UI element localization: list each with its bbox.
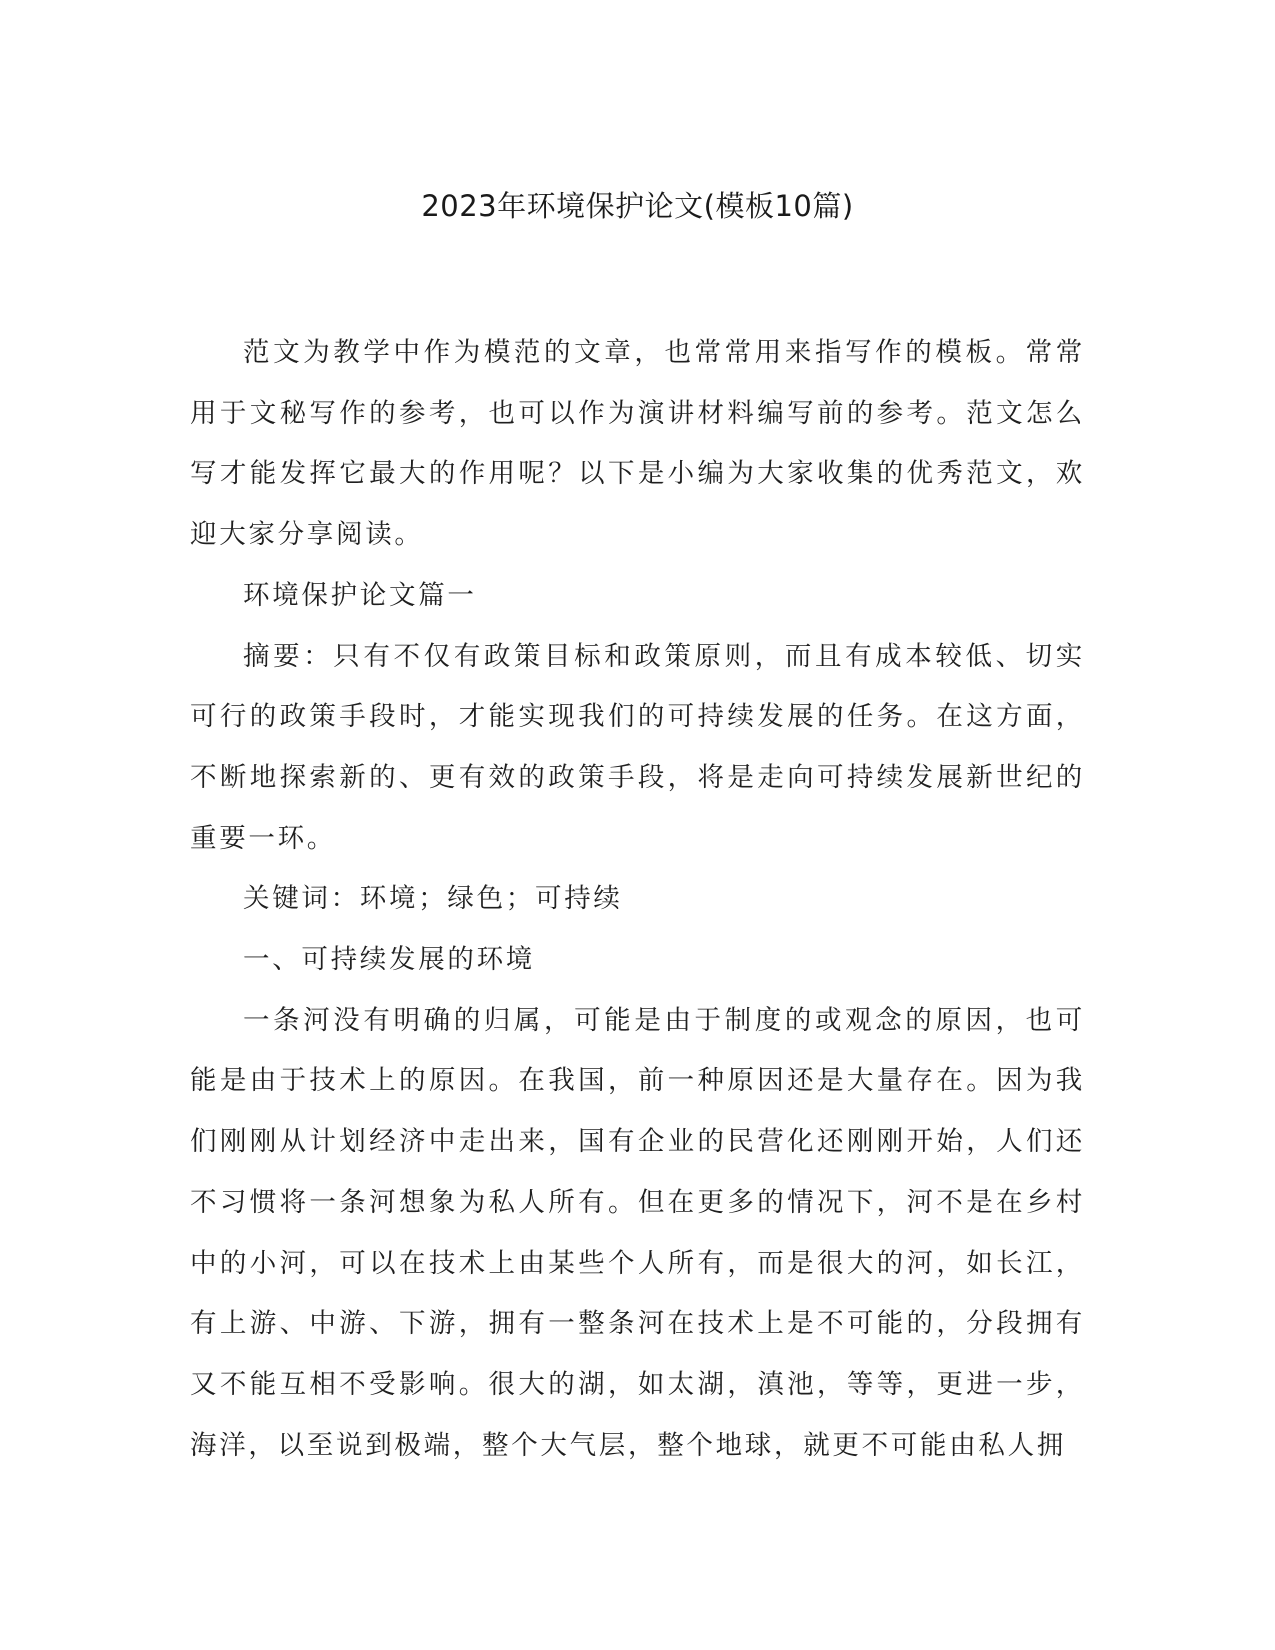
keywords-line: 关键词：环境；绿色；可持续: [243, 883, 623, 915]
document-body: [190, 323, 1085, 1476]
subsection-heading: 一、可持续发展的环境: [243, 944, 535, 976]
abstract-paragraph: 摘要：只有不仅有政策目标和政策原则，而且有成本较低、切实可行的政策手段时，才能实现我们的可持续发展的任务。在这方面，不断地探索新的、更有效的政策手段，将是走向可持续发展新世纪的重要一环。: [190, 640, 1085, 854]
document-title: 2023年环境保护论文(模板10篇): [421, 189, 854, 223]
intro-paragraph: 范文为教学中作为模范的文章，也常常用来指写作的模板。常常用于文秘写作的参考，也可以作为演讲材料编写前的参考。范文怎么写才能发挥它最大的作用呢？以下是小编为大家收集的优秀范文，欢迎大家分享阅读。: [190, 337, 1085, 551]
body-paragraph: 一条河没有明确的归属，可能是由于制度的或观念的原因，也可能是由于技术上的原因。在我国，前一种原因还是大量存在。因为我们刚刚从计划经济中走出来，国有企业的民营化还刚刚开始，人们还不习惯将一条河想象为私人所有。但在更多的情况下，河不是在乡村中的小河，可以在技术上由某些个人所有，而是很大的河，如长江，有上游、中游、下游，拥有一整条河在技术上是不可能的，分段拥有又不能互相不受影响。很大的湖，如太湖，滇池，等等，更进一步，海洋，以至说到极端，整个大气层，整个地球，就更不可能由私人拥: [190, 1004, 1085, 1461]
section-heading: 环境保护论文篇一: [243, 579, 477, 611]
